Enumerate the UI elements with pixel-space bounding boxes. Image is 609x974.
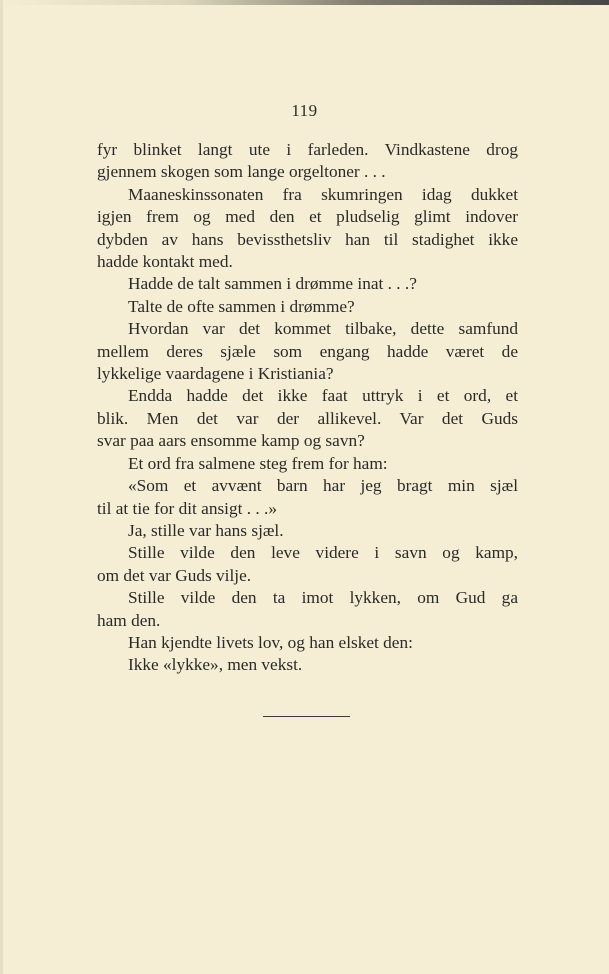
text-line: Endda hadde det ikke faat uttryk i et ord, et xyxy=(128,386,518,406)
text-line: Han kjendte livets lov, og han elsket den: xyxy=(128,632,413,652)
text-line: Hadde de talt sammen i drømme inat . . .? xyxy=(128,274,417,294)
text-line: dybden av hans bevissthetsliv han til stadighet ikke xyxy=(97,229,518,249)
text-line: Ja, stille var hans sjæl. xyxy=(128,520,284,540)
text-line: svar paa aars ensomme kamp og savn? xyxy=(97,431,365,451)
text-line: igjen frem og med den et pludselig glimt indover xyxy=(97,207,518,227)
text-line: Hvordan var det kommet tilbake, dette samfund xyxy=(128,319,518,339)
text-line: Ikke «lykke», men vekst. xyxy=(128,655,303,675)
page-left-edge xyxy=(0,0,3,974)
text-line: mellem deres sjæle som engang hadde været de xyxy=(97,341,518,361)
text-line: ham den. xyxy=(97,610,161,630)
text-line: til at tie for dit ansigt . . .» xyxy=(97,498,277,518)
text-line: Stille vilde den ta imot lykken, om Gud ga xyxy=(128,588,518,608)
text-line: Et ord fra salmene steg frem for ham: xyxy=(128,453,388,473)
text-line: hadde kontakt med. xyxy=(97,252,233,272)
text-line: Talte de ofte sammen i drømme? xyxy=(128,296,355,316)
text-line: blik. Men det var der allikevel. Var det Guds xyxy=(97,408,518,428)
body-text xyxy=(97,139,518,677)
text-line: Maaneskinssonaten fra skumringen idag dukket xyxy=(128,184,518,204)
page-number: 119 xyxy=(291,101,318,120)
text-line: lykkelige vaardagene i Kristiania? xyxy=(97,364,334,384)
page-top-edge xyxy=(0,0,609,5)
text-line: «Som et avvænt barn har jeg bragt min sjæl xyxy=(128,476,518,496)
text-line: om det var Guds vilje. xyxy=(97,565,252,585)
text-line: gjennem skogen som lange orgeltoner . . . xyxy=(97,162,386,182)
section-divider xyxy=(263,716,350,717)
text-line: Stille vilde den leve videre i savn og kamp, xyxy=(128,543,518,563)
text-line: fyr blinket langt ute i farleden. Vindkastene drog xyxy=(97,140,518,159)
